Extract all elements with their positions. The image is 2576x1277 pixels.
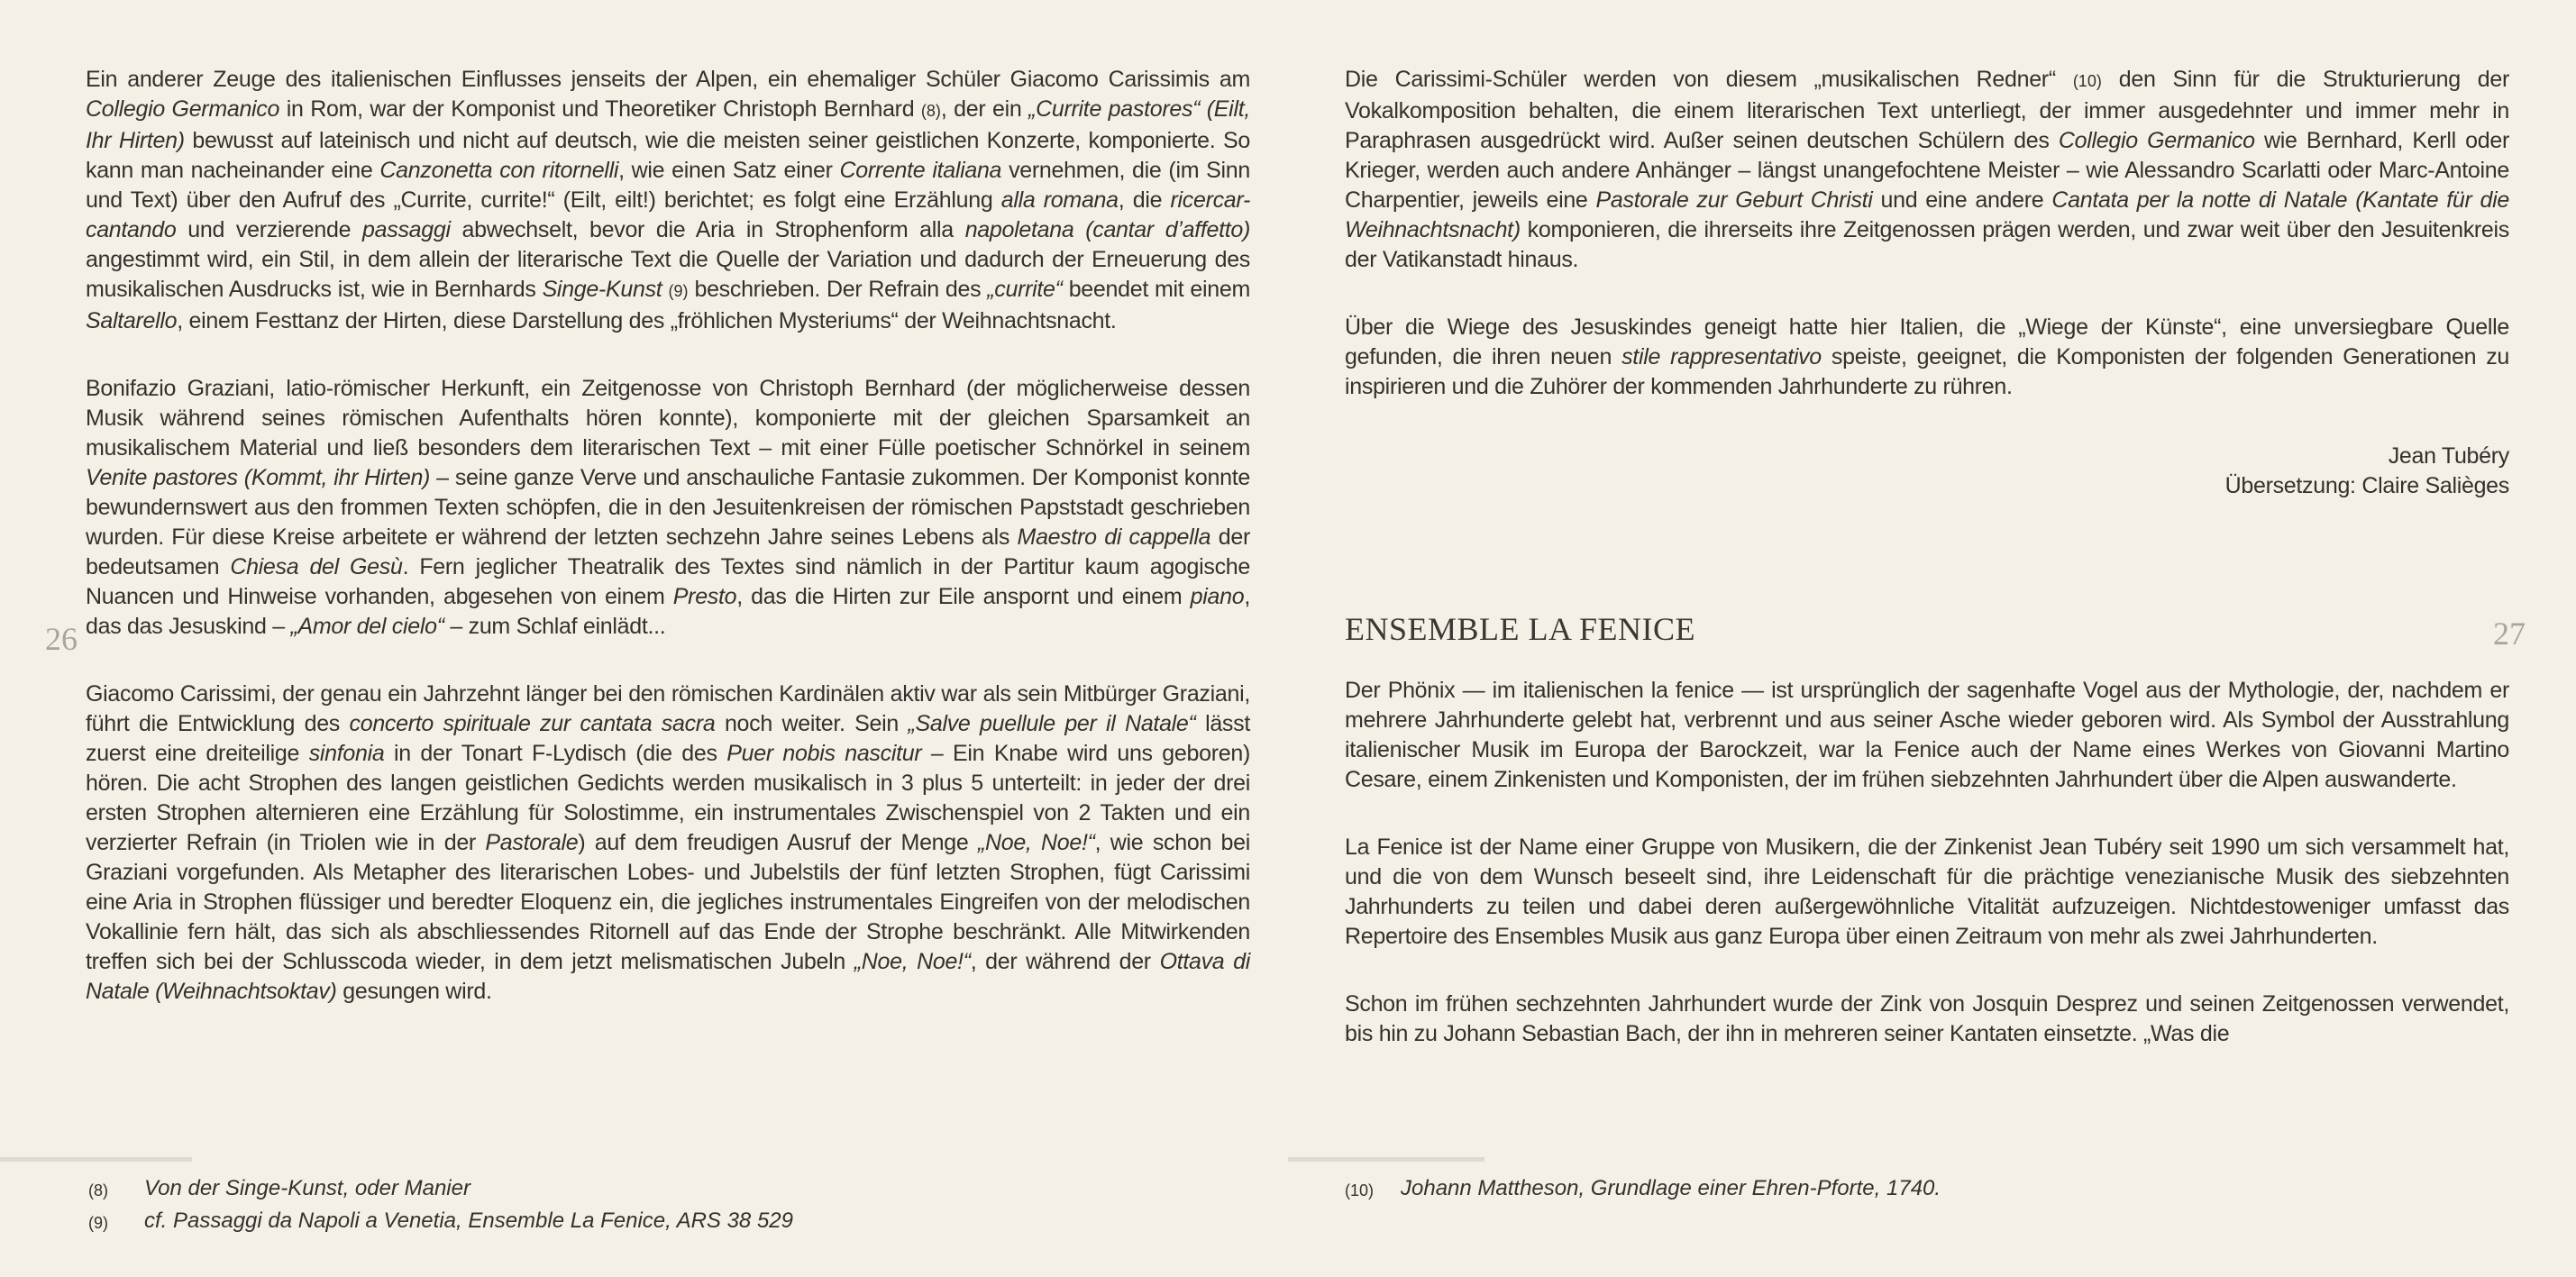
page-number-left: 26 xyxy=(45,621,78,657)
text-run: Presto xyxy=(672,584,737,609)
text-run: Der Phönix — im italienischen la fenice — ist ursprünglich der sagenhafte Vogel aus der Mythologie, der, nachdem er mehrere Jahrhunderte gelebt hat, verbrennt und aus seiner Asche wieder geboren wird. Als Symbol der Ausstrahlung italienischer Musik im Europa der Barockzeit, war la Fenice auch der Name eines Werkes von Giovanni Martino Cesare, einem Zinkenisten und Komponisten, der im frühen siebzehnten Jahrhundert über die Alpen auswanderte. xyxy=(1345,678,2509,792)
text-run: stile rappresentativo xyxy=(1621,344,1822,369)
right-page-text-column xyxy=(1345,65,2509,1087)
text-run: Saltarello xyxy=(86,308,178,333)
footnotes-left-page xyxy=(88,1173,1260,1238)
text-run: in der Tonart F-Lydisch (die des xyxy=(384,741,727,766)
translator-credit: Übersetzung: Claire Salièges xyxy=(2224,473,2509,498)
text-run: Die Carissimi-Schüler werden von diesem „musikalischen Redner“ xyxy=(1345,67,2073,92)
text-run: Chiesa del Gesù xyxy=(230,554,403,579)
text-run: angestimmt wird, ein Stil, in dem allein der literarische Text die Quelle der Variation und dadurch der Erneuerung des musikalischen Ausdrucks ist, wie in Bernhards xyxy=(86,247,1250,302)
paragraph xyxy=(86,374,1250,642)
text-run: Pastorale xyxy=(485,830,579,855)
text-run: passaggi xyxy=(362,217,451,242)
text-run: sinfonia xyxy=(308,741,385,766)
paragraph xyxy=(1345,833,2509,952)
text-run: noch weiter. Sein xyxy=(715,711,909,736)
text-run: „Noe, Noe!“ xyxy=(977,830,1095,855)
right-page-bottom-paragraphs xyxy=(1345,676,2509,1049)
text-run: piano xyxy=(1190,584,1245,609)
footnote-rule-left xyxy=(0,1157,192,1162)
right-page-top-paragraphs xyxy=(1345,65,2509,402)
text-run: Maestro di cappella xyxy=(1017,524,1211,550)
footnote-reference: (9) xyxy=(668,282,689,300)
text-run: Venite pastores (Kommt, ihr Hirten) xyxy=(86,465,431,490)
text-run: wie Bernhard, Kerll oder Krieger, werden auch andere Anhänger – längst unangefochtene Meister – wie Alessandro Scarlatti oder Marc-Antoine Charpentier, jeweils eine xyxy=(1345,128,2509,213)
paragraph xyxy=(86,680,1250,1007)
footnote-marker: (10) xyxy=(1345,1181,1375,1199)
footnote-marker: (8) xyxy=(88,1181,108,1199)
text-run: , wie schon bei Graziani vorgefunden. Als Metapher des literarischen Lobes- und Jubelstils der fünf letzten Strophen, fügt Carissimi eine Aria in Strophen flüssiger und beredter Eloquenz ein, die jegliches instrumentales Eingreifen von der melodischen Vokallinie fern hält, das sich als abschliessendes Ritornell auf das Ende der Strophe beschränkt. Alle Mitwirkenden treffen sich bei der Schlusscoda wieder, in dem jetzt melismatischen Jubeln xyxy=(86,830,1250,974)
left-page-paragraphs xyxy=(86,65,1250,1007)
text-run: Singe-Kunst xyxy=(542,277,662,302)
paragraph xyxy=(1345,313,2509,402)
text-run: beendet mit einem xyxy=(1062,277,1250,302)
text-run: ricercar-cantando xyxy=(86,187,1251,242)
text-run: Schon im frühen sechzehnten Jahrhundert wurde der Zink von Josquin Desprez und seinen Zeitgenossen verwendet, bis hin zu Johann Sebastian Bach, der ihn in mehreren seiner Kantaten einsetzte. „Was die xyxy=(1345,991,2509,1046)
footnote-reference: (8) xyxy=(920,102,941,120)
page-number-right: 27 xyxy=(2493,616,2526,652)
text-run: alla romana xyxy=(1000,187,1119,213)
text-run: Ein anderer Zeuge des italienischen Einflusses jenseits der Alpen, ein ehemaliger Schüler Giacomo Carissimis am xyxy=(86,67,1250,92)
footnote-reference: (10) xyxy=(2072,72,2102,90)
text-run: „Salve puellule per il Natale“ xyxy=(908,711,1196,736)
text-run: , die xyxy=(1118,187,1171,213)
text-run: Über die Wiege des Jesuskindes geneigt hatte hier Italien, die „Wiege der Künste“, eine unversiegbare Quelle gefunden, die ihren neuen xyxy=(1345,315,2509,369)
text-run: abwechselt, bevor die Aria in Strophenform alla xyxy=(450,217,965,242)
paragraph xyxy=(1345,65,2509,275)
text-run: Collegio Germanico xyxy=(86,96,280,122)
text-run: Bonifazio Graziani, latio-römischer Herkunft, ein Zeitgenosse von Christoph Bernhard (der möglicherweise dessen Musik während seines römischen Aufenthalts hören konnte), komponierte mit der gleichen Sparsamkeit an musikalischem Material und ließ besonders dem literarischen Text – mit einer Fülle poetischer Schnörkel in seinem xyxy=(86,376,1250,461)
footnote xyxy=(88,1173,1260,1206)
text-run: La Fenice ist der Name einer Gruppe von Musikern, die der Zinkenist Jean Tubéry seit 1990 um sich versammelt hat, und die von dem Wunsch beseelt sind, ihre Leidenschaft für die prächtige venezianische Musik des siebzehnten Jahrhunderts zu teilen und dabei deren außergewöhnliche Vitalität aufzuzeigen. Nichtdestoweniger umfasst das Repertoire des Ensembles Musik aus ganz Europa über einen Zeitraum von mehr als zwei Jahrhunderten. xyxy=(1345,835,2509,949)
text-run: bewusst auf lateinisch und nicht auf deutsch, wie die meisten seiner geistlichen Konzerte, komponierte. So kann man nacheinander eine xyxy=(86,128,1250,183)
text-run: , das das Jesuskind – xyxy=(86,584,1250,639)
paragraph xyxy=(1345,676,2509,795)
section-heading-ensemble-la-fenice: ENSEMBLE LA FENICE xyxy=(1345,611,1696,647)
text-run: speiste, geeignet, die Komponisten der folgenden Generationen zu inspirieren und die Zuhörer der kommenden Jahrhunderte zu rühren. xyxy=(1345,344,2509,399)
text-run: „Amor del cielo“ xyxy=(290,614,444,639)
text-run: Canzonetta con ritornelli xyxy=(379,158,619,183)
paragraph xyxy=(86,65,1250,336)
text-run: – Ein Knabe wird uns geboren) hören. Die acht Strophen des langen geistlichen Gedichts werden musikalisch in 3 plus 5 unterteilt: in jeder der drei ersten Strophen alternieren eine Erzählung für Solostimme, ein instrumentales Zwischenspiel von 2 Takten und ein verzierter Refrain (in Triolen wie in der xyxy=(86,741,1250,855)
text-run: gesungen wird. xyxy=(336,979,492,1004)
text-run: und eine andere xyxy=(1872,187,2052,213)
text-run: Cantata per la notte di Natale (Kantate für die Weihnachtsnacht) xyxy=(1345,187,2509,242)
left-page-text-column xyxy=(86,65,1250,1044)
text-run: Collegio Germanico xyxy=(2058,128,2255,153)
text-run: , der ein xyxy=(940,96,1029,122)
text-run: Puer nobis nascitur xyxy=(726,741,922,766)
text-run: Corrente italiana xyxy=(839,158,1002,183)
footnote-text: cf. Passaggi da Napoli a Venetia, Ensemble La Fenice, ARS 38 529 xyxy=(144,1209,793,1233)
text-run: – seine ganze Verve und anschauliche Fantasie zukommen. Der Komponist konnte bewundernswert aus den frommen Texten schöpfen, die in den Jesuitenkreisen der römischen Papststadt geschrieben wurden. Für diese Kreise arbeitete er während der letzten sechzehn Jahre seines Lebens als xyxy=(86,465,1250,550)
signature-block xyxy=(1345,442,2509,501)
text-run: und verzierende xyxy=(176,217,363,242)
text-run: komponieren, die ihrerseits ihre Zeitgenossen prägen werden, und zwar weit über den Jesuitenkreis der Vatikanstadt hinaus. xyxy=(1345,217,2509,272)
text-run: „Noe, Noe!“ xyxy=(854,949,971,974)
text-run: vernehmen, die (im Sinn und Text) über den Aufruf des „Currite, currite!“ (Eilt, eilt!) berichtet; es folgt eine Erzählung xyxy=(86,158,1250,213)
footnote-marker: (9) xyxy=(88,1214,108,1232)
text-run: den Sinn für die Strukturierung der Vokalkomposition behalten, die einem literarischen Text unterliegt, der immer ausgedehnter und immer mehr in Paraphrasen ausgedrückt wird. Außer seinen deutschen Schülern des xyxy=(1345,67,2510,153)
text-run: „Currite pastores“ (Eilt, Ihr Hirten) xyxy=(86,96,1250,153)
footnote-text: Johann Mattheson, Grundlage einer Ehren-Pforte, 1740. xyxy=(1401,1176,1941,1200)
footnote xyxy=(88,1206,1260,1238)
text-run: , der während der xyxy=(970,949,1160,974)
text-run: „currite“ xyxy=(987,277,1063,302)
text-run: in Rom, war der Komponist und Theoretiker Christoph Bernhard xyxy=(279,96,921,122)
paragraph xyxy=(1345,990,2509,1049)
text-run: , einem Festtanz der Hirten, diese Darstellung des „fröhlichen Mysteriums“ der Weihnachtsnacht. xyxy=(177,308,1117,333)
text-run: der bedeutsamen xyxy=(86,524,1250,579)
footnote-rule-right xyxy=(1288,1157,1484,1162)
text-run: . Fern jeglicher Theatralik des Textes sind nämlich in der Partitur kaum agogische Nuancen und Hinweise vorhanden, abgesehen von einem xyxy=(86,554,1250,609)
text-run: Pastorale zur Geburt Christi xyxy=(1595,187,1873,213)
text-run: , wie einen Satz einer xyxy=(618,158,840,183)
footnote-text: Von der Singe-Kunst, oder Manier xyxy=(144,1176,470,1200)
text-run: lässt zuerst eine dreiteilige xyxy=(86,711,1250,766)
text-run: Giacomo Carissimi, der genau ein Jahrzehnt länger bei den römischen Kardinälen aktiv war als sein Mitbürger Graziani, führt die Entwicklung des xyxy=(86,681,1250,736)
text-run: Ottava di Natale (Weihnachtsoktav) xyxy=(86,949,1250,1004)
author-name: Jean Tubéry xyxy=(2388,443,2509,469)
text-run: napoletana (cantar d’affetto) xyxy=(964,217,1251,242)
footnote xyxy=(1345,1173,2517,1206)
text-run: – zum Schlaf einlädt... xyxy=(443,614,666,639)
text-run: beschrieben. Der Refrain des xyxy=(688,277,988,302)
text-run: ) auf dem freudigen Ausruf der Menge xyxy=(578,830,978,855)
footnotes-right-page xyxy=(1345,1173,2517,1206)
text-run: concerto spirituale zur cantata sacra xyxy=(349,711,716,736)
text-run: , das die Hirten zur Eile anspornt und einem xyxy=(736,584,1191,609)
